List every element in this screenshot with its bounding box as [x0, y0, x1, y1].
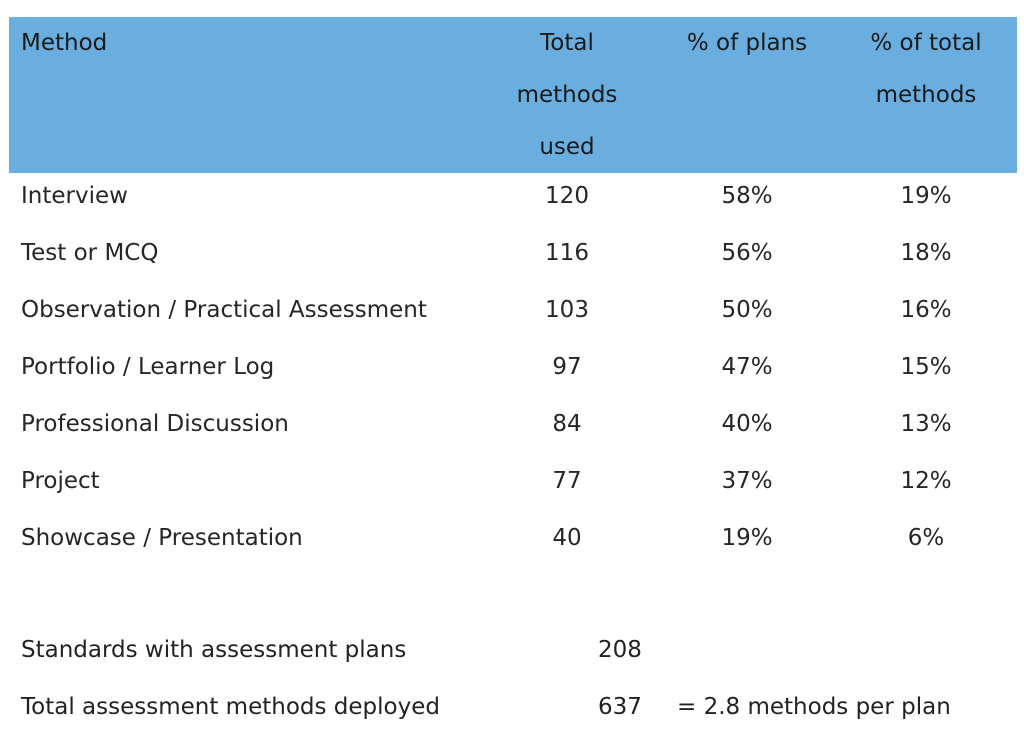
method-name: Portfolio / Learner Log — [21, 354, 275, 380]
standards-label: Standards with assessment plans — [21, 637, 407, 663]
total-methods-used: 120 — [545, 183, 589, 209]
method-name: Professional Discussion — [21, 411, 289, 437]
total-methods-used: 77 — [552, 468, 582, 494]
header-percent-of-total-methods: % of total methods — [870, 30, 982, 108]
table-row — [0, 344, 1024, 401]
method-name: Showcase / Presentation — [21, 525, 303, 551]
percent-of-plans: 19% — [721, 525, 773, 551]
standards-value: 208 — [598, 637, 642, 663]
table-row — [0, 173, 1024, 230]
percent-of-total-methods: 18% — [900, 240, 952, 266]
table-row — [0, 287, 1024, 344]
method-name: Test or MCQ — [21, 240, 159, 266]
percent-of-plans: 56% — [721, 240, 773, 266]
methods-deployed-value: 637 — [598, 694, 642, 720]
header-percent-of-plans: % of plans — [686, 30, 808, 56]
percent-of-total-methods: 13% — [900, 411, 952, 437]
percent-of-total-methods: 6% — [907, 525, 945, 551]
table-row — [0, 230, 1024, 287]
total-methods-used: 84 — [552, 411, 582, 437]
method-name: Project — [21, 468, 100, 494]
percent-of-total-methods: 16% — [900, 297, 952, 323]
methods-per-plan-note: = 2.8 methods per plan — [677, 694, 951, 720]
percent-of-total-methods: 12% — [900, 468, 952, 494]
percent-of-plans: 40% — [721, 411, 773, 437]
total-methods-used: 116 — [545, 240, 589, 266]
method-name: Observation / Practical Assessment — [21, 297, 427, 323]
total-methods-used: 97 — [552, 354, 582, 380]
percent-of-total-methods: 15% — [900, 354, 952, 380]
table-row — [0, 401, 1024, 458]
percent-of-plans: 37% — [721, 468, 773, 494]
total-methods-used: 40 — [552, 525, 582, 551]
header-total-methods-used: Total methods used — [516, 30, 618, 160]
percent-of-plans: 47% — [721, 354, 773, 380]
percent-of-plans: 50% — [721, 297, 773, 323]
summary-standards-row — [0, 627, 1024, 673]
methods-deployed-label: Total assessment methods deployed — [21, 694, 440, 720]
header-method: Method — [21, 30, 108, 56]
summary-methods-row — [0, 684, 1024, 730]
total-methods-used: 103 — [545, 297, 589, 323]
method-name: Interview — [21, 183, 128, 209]
percent-of-plans: 58% — [721, 183, 773, 209]
table-row — [0, 458, 1024, 515]
percent-of-total-methods: 19% — [900, 183, 952, 209]
table-row — [0, 515, 1024, 572]
